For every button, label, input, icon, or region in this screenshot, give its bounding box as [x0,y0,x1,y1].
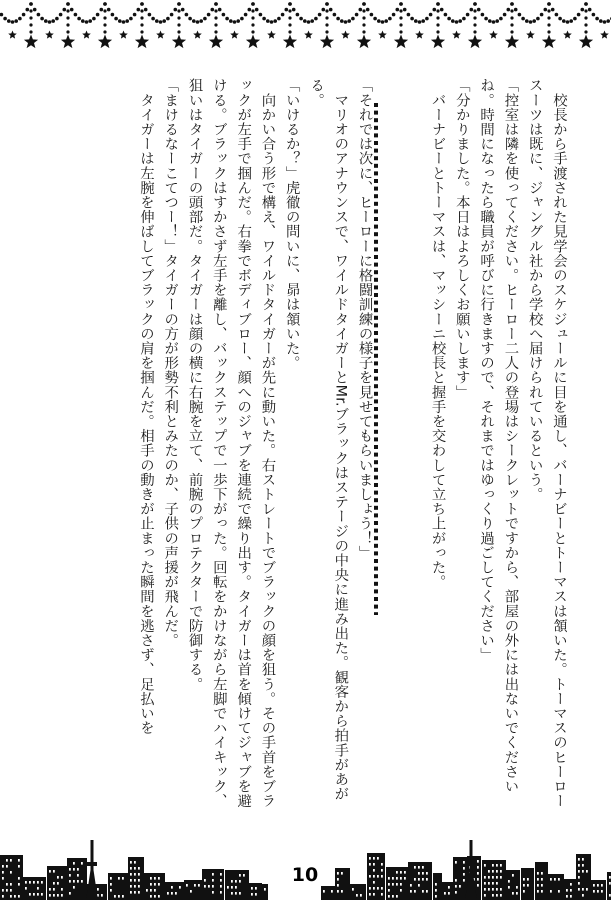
city-skyline-right [321,840,611,900]
paragraph: 「まけるなーこてつー！」タイガーの方が形勢不利とみたのか、子供の声援が飛んだ。 [162,78,179,648]
page-number: 10 [291,864,319,886]
paragraph: バーナビーとトーマスは、マッシーニ校長と握手を交わして立ち上がった。 [429,78,446,589]
paragraph: 向かい合う形で構え、ワイルドタイガーが先に動いた。右ストレートでブラックの顔を狙う。その手首をブラックが左手で掴んだ。右拳でボディブロー、顔へのジャブを連続で繰り出す。タイガーは首を傾けてジャブを避ける。ブラックはすかさず左手を離し、バックステップで一歩下がった。回転をかけながら左脚でハイキック、狙いはタイガーの頭部だ。タイガーは顔の横に右腕を立て、前腕のプロテクターで防御する。 [186,78,276,808]
paragraph: 「それでは次に、ヒーローに格闘訓練の様子を見せてもらいましょう！」 [356,78,373,560]
paragraph: 校長から手渡された見学会のスケジュールに目を通し、バーナビーとトーマスは頷いた。トーマスのヒーロースーツは既に、ジャングル社から学校へ届けられているという。 [526,78,567,808]
paragraph: タイガーは左腕を伸ばしてブラックの肩を掴んだ。相手の動きが止まった瞬間を逃さず、足払いを [137,78,154,735]
dotted-scene-break [371,100,381,615]
paragraph: 「分かりました。本日はよろしくお願いします」 [453,78,470,400]
section-gap [401,78,425,808]
city-skyline-left [0,840,268,900]
star-garland-border [0,0,611,62]
paragraph: 「控室は隣を使ってください。ヒーロー二人の登場はシークレットですから、部屋の外には出ないでくださいね。時間になったら職員が呼びに行きますので、それまではゆっくり過ごしてください」 [478,78,519,794]
paragraph: 「いけるか？」虎徹の問いに、昴は頷いた。 [283,78,300,370]
paragraph: マリオのアナウンスで、ワイルドタイガーとMr.ブラックはステージの中央に進み出た。観客から拍手があがる。 [308,78,349,801]
vertical-body-text [31,78,571,808]
